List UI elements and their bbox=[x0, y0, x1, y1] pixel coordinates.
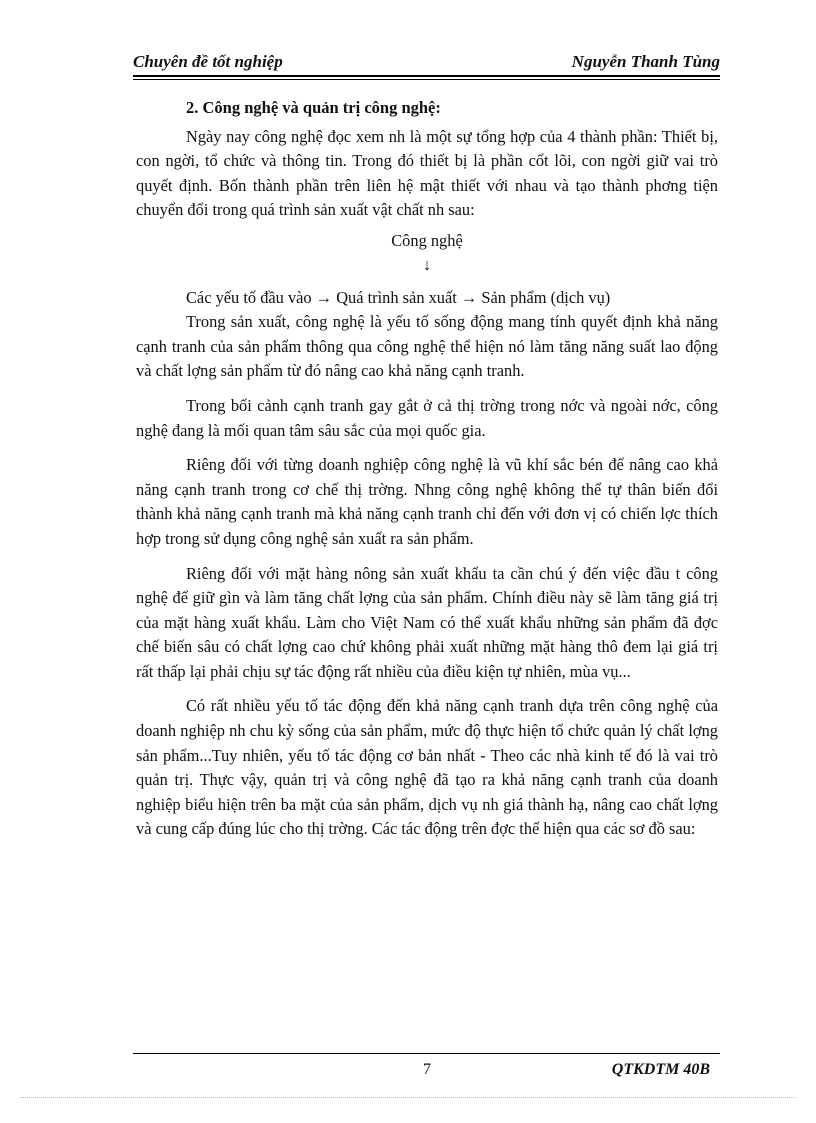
process-flow-line: Các yếu tố đầu vào → Quá trình sản xuất → Sản phẩm (dịch vụ) bbox=[186, 287, 611, 307]
header-right-text: Nguyễn Thanh Tùng bbox=[571, 52, 720, 71]
paragraph-1: Trong sản xuất, công nghệ là yếu tố sống động mang tính quyết định khả năng cạnh tranh của sản phẩm thông qua công nghệ thể hiện nó làm tăng năng suất lao động và chất lợng sản phẩm từ đó nâng cao khả năng cạnh tranh. bbox=[136, 312, 718, 381]
page-bottom-dotted-divider bbox=[20, 1097, 796, 1098]
intro-paragraph: Ngày nay công nghệ đọc xem nh là một sự tổng hợp của 4 thành phần: Thiết bị, con ngời, tổ chức và thông tin. Trong đó thiết bị là phần cốt lõi, con ngời giữ vai trò quyết định. Bốn thành phần trên liên hệ mật thiết với nhau và tạo thành phơng tiện chuyển đổi trong quá trình sản xuất vật chất nh sau: bbox=[136, 126, 718, 220]
paragraph-4: Riêng đối với mặt hàng nông sản xuất khẩu ta cần chú ý đến việc đầu t công nghệ để giữ gìn và làm tăng chất lợng của sản phẩm. Chính điều này sẽ làm tăng giá trị của mặt hàng xuất khẩu. Làm cho Việt Nam có thể xuất khẩu những sản phẩm đã đợc chế biến sâu có chất lợng cao chứ không phải xuất những mặt hàng thô đem lại giá trị rất thấp lại phải chịu sự tác động rất nhiều của điều kiện tự nhiên, mùa vụ... bbox=[136, 563, 718, 681]
page-number: 7 bbox=[423, 1061, 431, 1078]
paragraph-2: Trong bối cảnh cạnh tranh gay gắt ở cả thị trờng trong nớc và ngoài nớc, công nghệ đang là mối quan tâm sâu sắc của mọi quốc gia. bbox=[136, 395, 718, 440]
header-rule-thick bbox=[133, 75, 720, 77]
down-arrow-icon: ↓ bbox=[422, 254, 432, 274]
diagram-top-label: Công nghệ bbox=[391, 230, 463, 250]
page-header bbox=[133, 50, 720, 74]
section-heading: 2. Công nghệ và quản trị công nghệ: bbox=[186, 98, 441, 117]
footer-right-text: QTKDTM 40B bbox=[611, 1061, 710, 1078]
header-rule-thin bbox=[133, 79, 720, 80]
paragraph-5: Có rất nhiều yếu tố tác động đến khả năng cạnh tranh dựa trên công nghệ của doanh nghiệp nh chu kỳ sống của sản phẩm, mức độ thực hiện tổ chức quản lý chất lợng sản phẩm...Tuy nhiên, yếu tố tác động cơ bản nhất - Theo các nhà kinh tế đó là vai trò quản trị. Thực vậy, quản trị và công nghệ đã tạo ra khả năng cạnh tranh của doanh nghiệp biểu hiện trên ba mặt của sản phẩm, dịch vụ nh giá thành hạ, nâng cao chất lợng và cung cấp đúng lúc cho thị trờng. Các tác động trên đợc thể hiện qua các sơ đồ sau: bbox=[136, 696, 718, 839]
header-left-text: Chuyên đề tốt nghiệp bbox=[133, 52, 283, 71]
footer-rule bbox=[133, 1053, 720, 1054]
paragraph-3: Riêng đối với từng doanh nghiệp công nghệ là vũ khí sắc bén để nâng cao khả năng cạnh tranh trong cơ chế thị trờng. Nhng công nghệ không thể tự thân biến đổi thành khả năng cạnh tranh mà khả năng cạnh tranh chỉ đến với đơn vị có chiến lợc thích hợp trong sử dụng công nghệ sản xuất ra sản phẩm. bbox=[136, 455, 718, 548]
document-body bbox=[136, 96, 718, 842]
